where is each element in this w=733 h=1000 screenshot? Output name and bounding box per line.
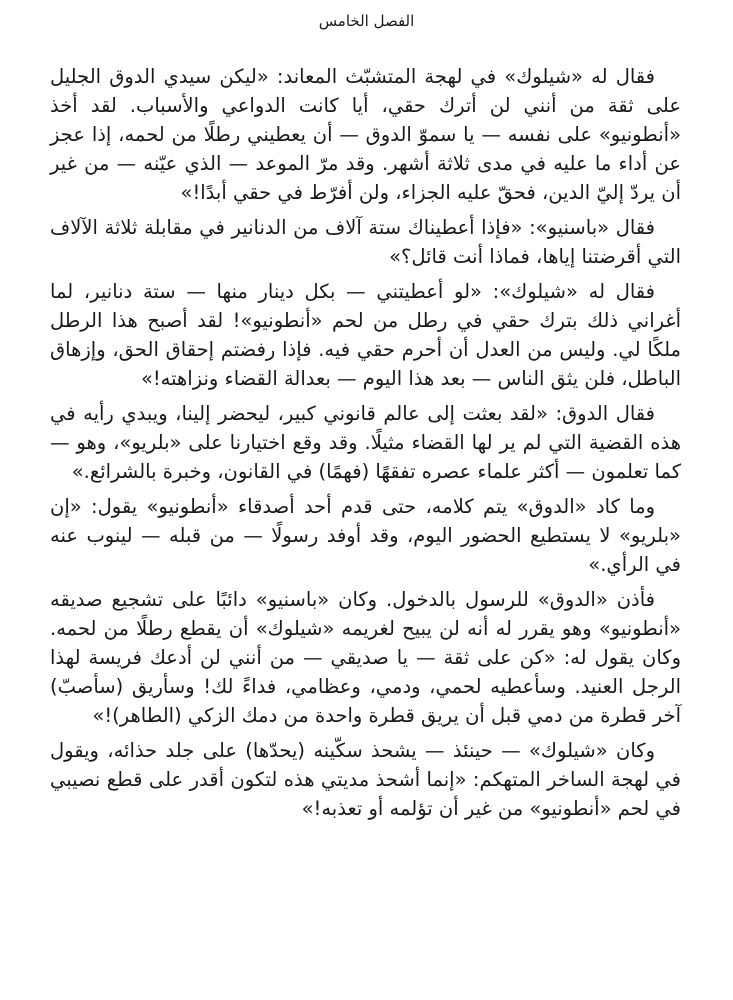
paragraph: فقال «باسنيو»: «فإذا أعطيناك ستة آلاف من الدنانير في مقابلة ثلاثة الآلاف التي أقرضتنا إياها، فماذا أنت قائل؟»: [50, 216, 681, 268]
paragraph: فأذن «الدوق» للرسول بالدخول. وكان «باسنيو» دائبًا على تشجيع صديقه «أنطونيو» وهو يقرر له أنه لن يبيح لغريمه «شيلوك» أن يقطع رطلًا من لحمه. وكان يقول له: «كن على ثقة — يا صديقي — من أنني لن أدعك فريسة لهذا الرجل العنيد. وسأعطيه لحمي، ودمي، وعظامي، فداءً لك! وسأريق (سأصبّ) آخر قطرة من دمي قبل أن يريق قطرة واحدة من دمك الزكي (الطاهر)!»: [50, 588, 681, 727]
chapter-body: [50, 62, 681, 829]
paragraph: فقال الدوق: «لقد بعثت إلى عالم قانوني كبير، ليحضر إلينا، ويبدي رأيه في هذه القضية التي لم ير لها القضاء مثيلًا. وقد وقع اختيارنا على «بلريو»، وهو — كما تعلمون — أكثر علماء عصره تفقهًا (فهمًا) في القانون، وخبرة بالشرائع.»: [50, 402, 681, 483]
paragraph: فقال له «شيلوك» في لهجة المتشبّث المعاند: «ليكن سيدي الدوق الجليل على ثقة من أنني لن أترك حقي، أيا كانت الدواعي والأسباب. لقد أخذ «أنطونيو» على نفسه — يا سموّ الدوق — أن يعطيني رطلًا من لحمه، إذا عجز عن أداء ما عليه في مدى ثلاثة أشهر. وقد مرّ الموعد — الذي عيّنه — من غير أن يردّ إليّ الدين، فحقّ عليه الجزاء، ولن أفرّط في حقي أبدًا!»: [50, 65, 681, 204]
paragraph: فقال له «شيلوك»: «لو أعطيتني — بكل دينار منها — ستة دنانير، لما أغراني ذلك بترك حقي في رطل من لحم «أنطونيو»! لقد أصبح هذا الرطل ملكًا لي. وليس من العدل أن أحرم حقي فيه. فإذا رفضتم إحقاق الحق، وإزهاق الباطل، فلن يثق الناس — بعد هذا اليوم — بعدالة القضاء ونزاهته!»: [50, 280, 681, 390]
chapter-header: الفصل الخامس: [318, 12, 415, 30]
paragraph: وما كاد «الدوق» يتم كلامه، حتى قدم أحد أصدقاء «أنطونيو» يقول: «إن «بلريو» لا يستطيع الحضور اليوم، وقد أوفد رسولًا — من قبله — لينوب عنه في الرأي.»: [50, 495, 681, 576]
paragraph: وكان «شيلوك» — حينئذ — يشحذ سكّينه (يحدّها) على جلد حذائه، ويقول في لهجة الساخر المتهكم: «إنما أشحذ مديتي هذه لتكون أقدر على قطع نصيبي في لحم «أنطونيو» من غير أن تؤلمه أو تعذبه!»: [50, 739, 681, 820]
